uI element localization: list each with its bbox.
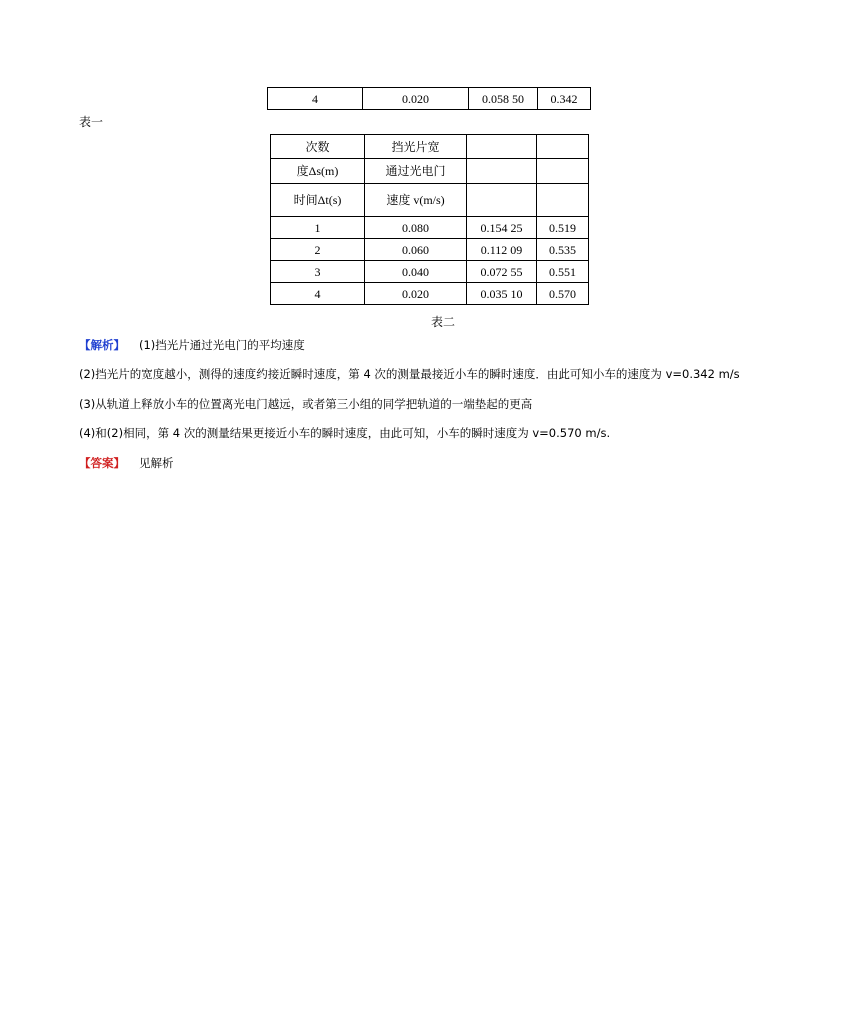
table-row (271, 239, 589, 261)
header-cell: 挡光片宽 (365, 135, 467, 159)
table-cell: 3 (271, 261, 365, 283)
table-cell: 4 (271, 283, 365, 305)
table-two (270, 134, 589, 305)
table-cell: 0.058 50 (469, 88, 538, 110)
table-cell: 0.519 (537, 217, 589, 239)
header-cell: 度Δs(m) (271, 159, 365, 184)
table-cell: 1 (271, 217, 365, 239)
table-cell: 0.154 25 (467, 217, 537, 239)
header-cell: 速度 v(m/s) (365, 184, 467, 217)
table-cell: 4 (268, 88, 363, 110)
table-cell: 0.112 09 (467, 239, 537, 261)
header-cell (537, 135, 589, 159)
table-cell: 0.342 (538, 88, 591, 110)
analysis-tag: 【解析】 (79, 338, 125, 352)
answer-tag: 【答案】 (79, 456, 125, 470)
header-cell (467, 159, 537, 184)
table-row (268, 88, 591, 110)
table-cell: 2 (271, 239, 365, 261)
header-cell (537, 184, 589, 217)
table-cell: 0.020 (365, 283, 467, 305)
table-cell: 0.072 55 (467, 261, 537, 283)
header-cell (467, 135, 537, 159)
analysis-line-1 (79, 337, 305, 353)
table-cell: 0.020 (363, 88, 469, 110)
table-row (271, 217, 589, 239)
table-header-row (271, 135, 589, 159)
table-cell: 0.040 (365, 261, 467, 283)
table-row (271, 261, 589, 283)
header-cell: 通过光电门 (365, 159, 467, 184)
table-header-row (271, 159, 589, 184)
analysis-line-2: (2)挡光片的宽度越小，测得的速度约接近瞬时速度，第 4 次的测量最接近小车的瞬时速度．由此可知小车的速度为 v=0.342 m/s (79, 367, 740, 381)
analysis-line-4: (4)和(2)相同，第 4 次的测量结果更接近小车的瞬时速度，由此可知，小车的瞬时速度为 v=0.570 m/s. (79, 426, 611, 440)
table-header-row (271, 184, 589, 217)
table-row (271, 283, 589, 305)
table-one-caption: 表一 (79, 115, 104, 129)
table-cell: 0.035 10 (467, 283, 537, 305)
table-one (267, 87, 591, 110)
answer-line (79, 455, 174, 471)
table-cell: 0.535 (537, 239, 589, 261)
analysis-line-3: (3)从轨道上释放小车的位置离光电门越远，或者第三小组的同学把轨道的一端垫起的更高 (79, 397, 533, 411)
table-cell: 0.570 (537, 283, 589, 305)
table-cell: 0.551 (537, 261, 589, 283)
header-cell (537, 159, 589, 184)
table-cell: 0.080 (365, 217, 467, 239)
header-cell: 时间Δt(s) (271, 184, 365, 217)
answer-text: 见解析 (139, 456, 174, 470)
table-two-caption: 表二 (431, 315, 456, 329)
analysis-text-1: (1)挡光片通过光电门的平均速度 (139, 338, 305, 352)
header-cell (467, 184, 537, 217)
header-cell: 次数 (271, 135, 365, 159)
table-cell: 0.060 (365, 239, 467, 261)
